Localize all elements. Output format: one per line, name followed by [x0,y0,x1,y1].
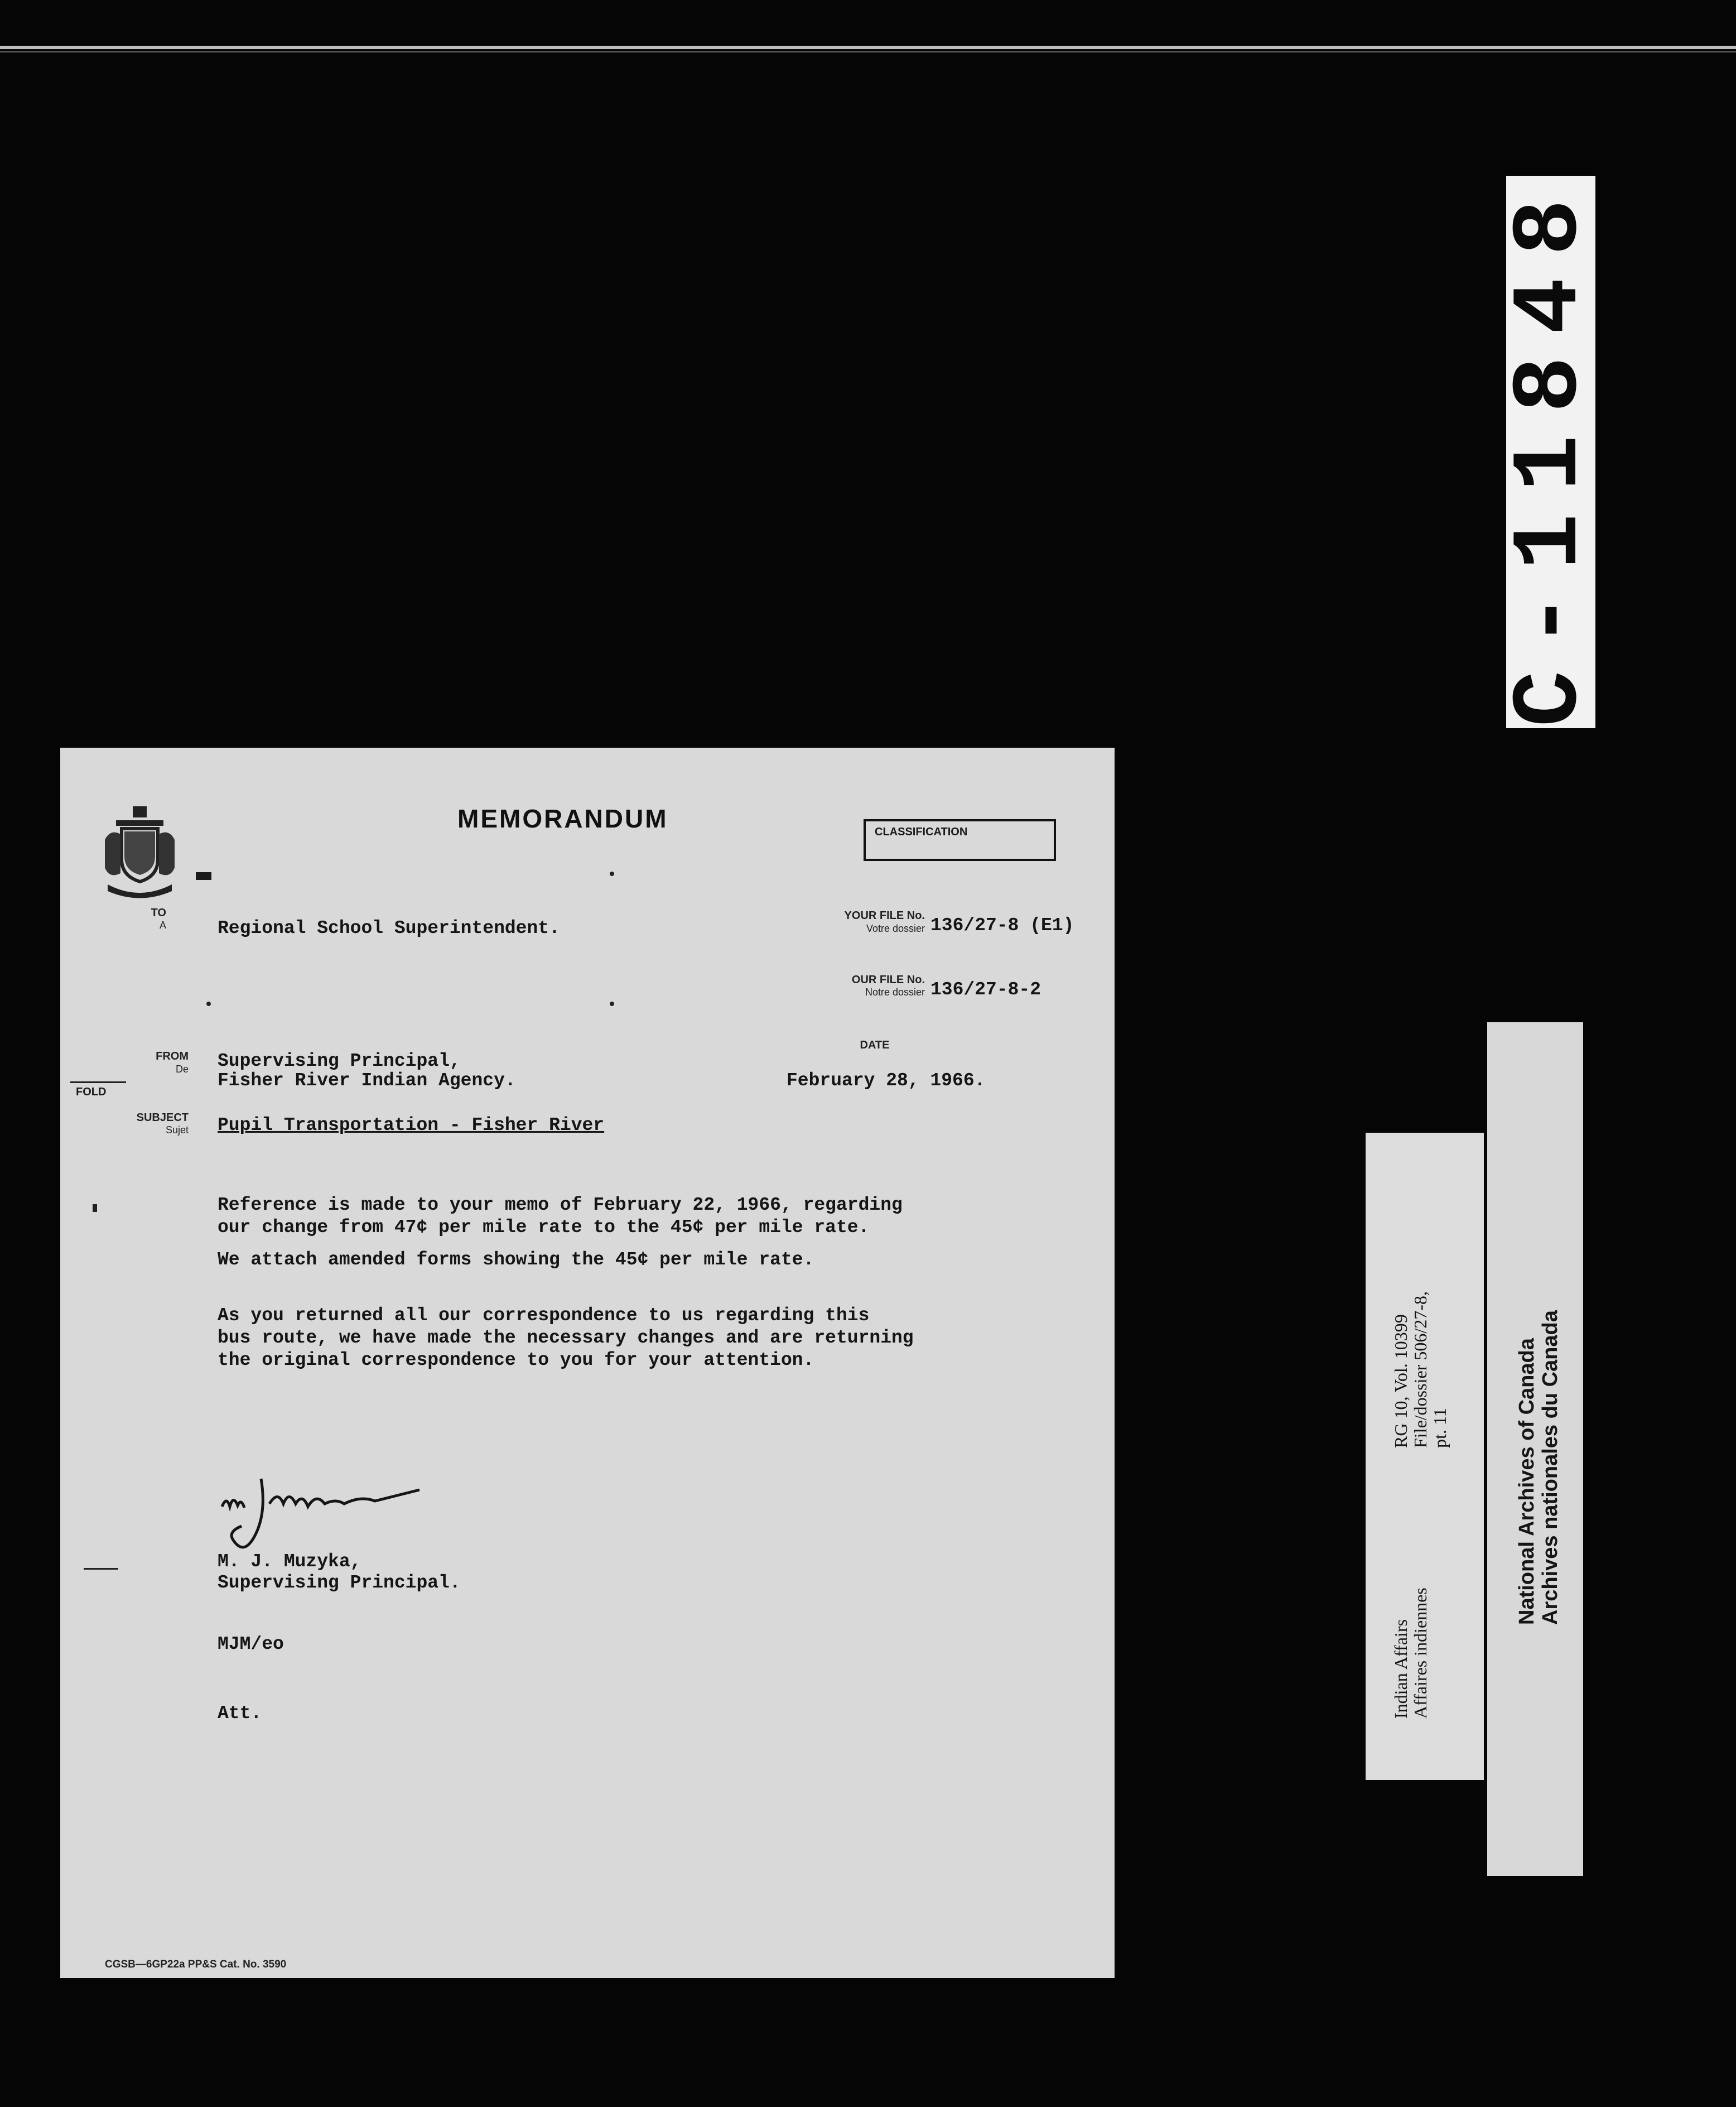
body-paragraph-2: We attach amended forms showing the 45¢ per mile rate. [218,1249,814,1270]
frame-number-strip [1498,176,1604,728]
body-paragraph-3: As you returned all our correspondence to us regarding this bus route, we have made the necessary changes and are returning the original correspondence to you for your attention. [218,1305,914,1370]
subject-value: Pupil Transportation - Fisher River [218,1115,605,1136]
your-file-value: 136/27-8 (E1) [930,915,1074,936]
from-label-fr: De [175,1064,189,1075]
from-line-1: Supervising Principal, [218,1051,461,1071]
frame-number: C-11848 [1498,177,1604,727]
department-fr: Affaires indiennes [1410,1588,1430,1719]
signer-name: M. J. Muzyka, [218,1551,361,1572]
initials: MJM/eo [218,1634,284,1654]
margin-line [84,1568,118,1570]
fold-label: FOLD [76,1086,107,1098]
subject-label: SUBJECT [136,1112,189,1124]
your-file-label: YOUR FILE No. [844,910,925,922]
film-edge-line-secondary [0,51,1736,52]
attachment-note: Att. [218,1703,262,1724]
to-label: TO [151,907,166,919]
to-label-fr: A [159,920,166,931]
signature-icon [216,1468,473,1562]
to-value: Regional School Superintendent. [218,918,560,939]
date-label: DATE [860,1039,890,1051]
punch-dot [610,1002,614,1006]
archives-name-en: National Archives of Canada [1515,1338,1539,1625]
memo-page [60,748,1115,1978]
our-file-label-fr: Notre dossier [865,987,925,998]
file-part: pt. 11 [1430,1408,1450,1448]
punch-dot [206,1002,211,1006]
file-number: File/dossier 506/27-8, [1410,1291,1430,1448]
fold-line [70,1081,126,1083]
date-value: February 28, 1966. [787,1070,986,1091]
ink-mark [196,872,211,880]
our-file-value: 136/27-8-2 [930,979,1041,1000]
department-en: Indian Affairs [1391,1619,1411,1719]
from-line-2: Fisher River Indian Agency. [218,1070,516,1091]
margin-mark [93,1204,97,1212]
subject-label-fr: Sujet [165,1124,189,1136]
archives-name-fr: Archives nationales du Canada [1539,1310,1562,1625]
film-edge-line [0,46,1736,49]
coat-of-arms-icon [102,806,177,898]
classification-label: CLASSIFICATION [875,826,968,838]
body-paragraph-1: Reference is made to your memo of February 22, 1966, regarding our change from 47¢ per mile rate to the 45¢ per mile rate. [218,1195,903,1238]
your-file-label-fr: Votre dossier [866,923,925,934]
our-file-label: OUR FILE No. [851,974,925,986]
from-label: FROM [156,1050,189,1062]
form-code: CGSB—6GP22a PP&S Cat. No. 3590 [105,1959,287,1970]
punch-dot [610,872,614,876]
rg-volume: RG 10, Vol. 10399 [1391,1314,1411,1448]
signer-title: Supervising Principal. [218,1572,461,1593]
memo-title: MEMORANDUM [457,804,668,833]
classification-box [864,819,1056,861]
archives-name-label [1487,1022,1583,1876]
archive-reference-label [1366,1133,1484,1780]
